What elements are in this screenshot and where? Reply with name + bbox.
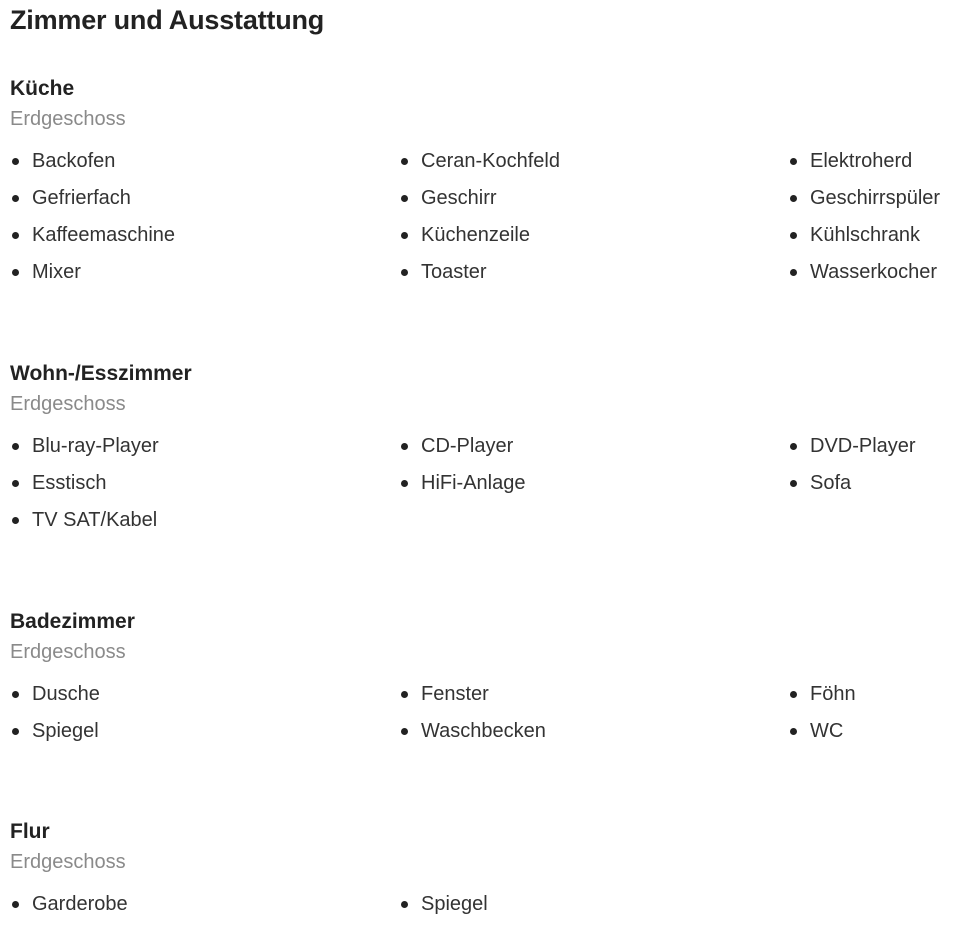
amenity-item: HiFi-Anlage	[399, 470, 788, 496]
amenity-item: Ceran-Kochfeld	[399, 148, 788, 174]
amenity-item: Sofa	[788, 470, 955, 496]
amenity-item: WC	[788, 718, 955, 744]
room-section-hallway	[10, 819, 955, 917]
amenity-item: Mixer	[10, 259, 399, 285]
room-floor: Erdgeschoss	[10, 851, 126, 873]
amenities-page	[10, 0, 955, 915]
amenity-item: Dusche	[10, 681, 399, 707]
amenity-item: Fenster	[399, 681, 788, 707]
amenity-item: Blu-ray-Player	[10, 433, 399, 459]
amenity-item: Esstisch	[10, 470, 399, 496]
amenity-item: Föhn	[788, 681, 955, 707]
amenity-item: Wasserkocher	[788, 259, 955, 285]
room-section-kitchen	[10, 76, 955, 285]
room-section-living-dining	[10, 361, 955, 533]
room-floor: Erdgeschoss	[10, 641, 126, 663]
amenity-item: DVD-Player	[788, 433, 955, 459]
amenity-list	[10, 433, 955, 533]
room-name: Badezimmer	[10, 610, 135, 633]
amenity-item: Gefrierfach	[10, 185, 399, 211]
room-floor: Erdgeschoss	[10, 108, 126, 130]
amenity-item: Spiegel	[10, 718, 399, 744]
amenity-item: Kühlschrank	[788, 222, 955, 248]
page-title: Zimmer und Ausstattung	[10, 5, 325, 35]
amenity-item: Backofen	[10, 148, 399, 174]
room-name: Küche	[10, 77, 75, 100]
room-floor: Erdgeschoss	[10, 393, 126, 415]
amenity-item: Geschirrspüler	[788, 185, 955, 211]
amenity-item: TV SAT/Kabel	[10, 507, 399, 533]
room-section-bathroom	[10, 609, 955, 744]
amenity-item: CD-Player	[399, 433, 788, 459]
amenity-list	[10, 681, 955, 744]
room-name: Flur	[10, 820, 50, 843]
amenity-item: Elektroherd	[788, 148, 955, 174]
amenity-item: Spiegel	[399, 891, 788, 917]
amenity-item: Garderobe	[10, 891, 399, 917]
amenity-list	[10, 148, 955, 285]
amenity-item: Waschbecken	[399, 718, 788, 744]
amenity-item: Toaster	[399, 259, 788, 285]
amenity-item: Kaffeemaschine	[10, 222, 399, 248]
amenity-item: Küchenzeile	[399, 222, 788, 248]
amenity-item: Geschirr	[399, 185, 788, 211]
room-name: Wohn-/Esszimmer	[10, 362, 192, 385]
amenity-list	[10, 891, 955, 917]
